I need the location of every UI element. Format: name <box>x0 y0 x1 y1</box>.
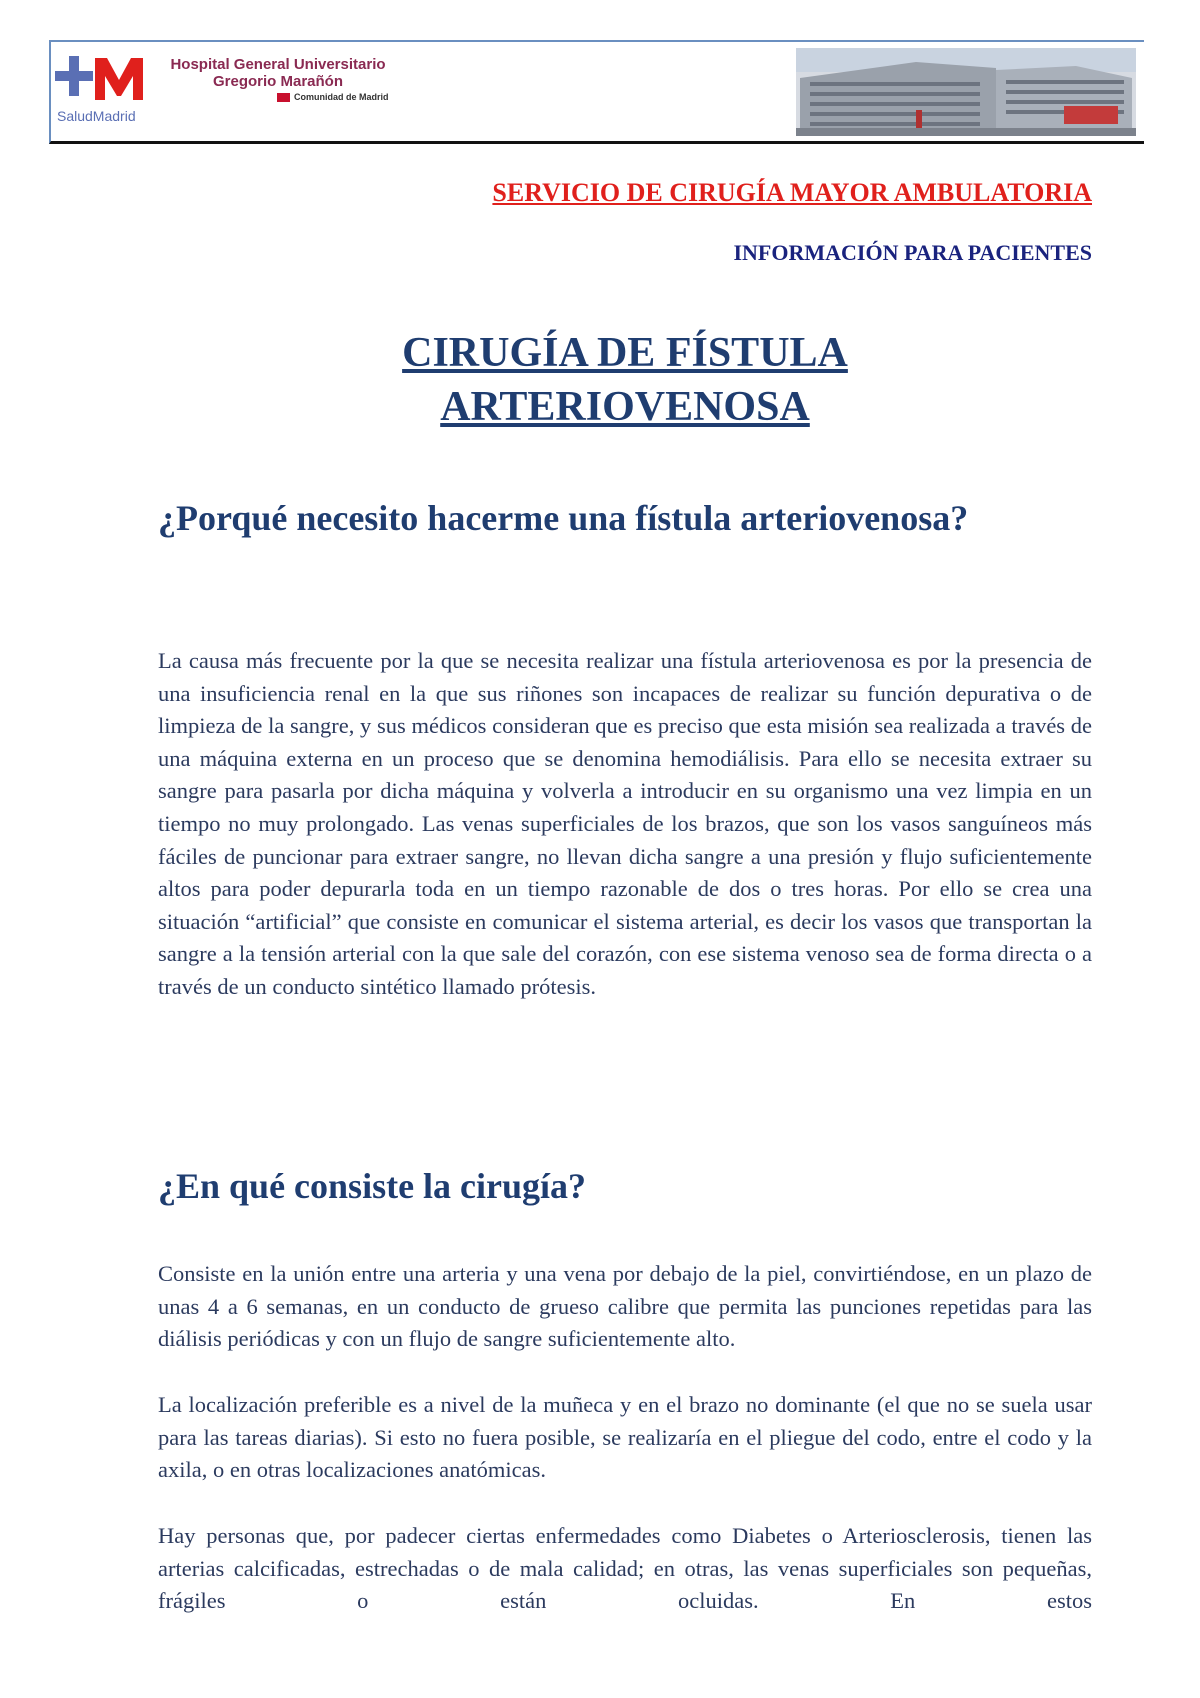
document-title-line1: CIRUGÍA DE FÍSTULA <box>402 330 848 376</box>
service-title: SERVICIO DE CIRUGÍA MAYOR AMBULATORIA <box>492 178 1092 207</box>
hospital-building-photo <box>796 48 1136 136</box>
section-paragraph-surgery-1: Consiste en la unión entre una arteria y una vena por debajo de la piel, convirtiéndose, en un plazo de unas 4 a 6 semanas, en un conducto de grueso calibre que permita las punciones repetidas para las diálisis periódicas y con un flujo de sangre suficientemente alto. <box>158 1261 1092 1352</box>
document-header <box>49 40 1144 144</box>
hospital-name-line1: Hospital General Universitario <box>170 56 386 73</box>
hospital-name-line2: Gregorio Marañón <box>212 73 343 90</box>
document-title <box>158 326 1092 434</box>
section-paragraph-surgery-3: Hay personas que, por padecer ciertas enfermedades como Diabetes o Arteriosclerosis, tienen las arterias calcificadas, estrechadas o de mala calidad; en otras, las venas superficiales son pequeñas, frágiles o están ocluidas. En estos <box>158 1523 1092 1614</box>
section-paragraph-surgery-2: La localización preferible es a nivel de la muñeca y en el brazo no dominante (el que no se suela usar para las tareas diarias). Si esto no fuera posible, se realizaría en el pliegue del codo, entre el codo y la axila, o en otras localizaciones anatómicas. <box>158 1392 1092 1483</box>
salud-madrid-label: SaludMadrid <box>57 108 136 124</box>
salud-madrid-logo <box>55 52 147 110</box>
comunidad-flag-icon <box>277 93 290 102</box>
comunidad-de-madrid <box>277 92 389 102</box>
comunidad-label: Comunidad de Madrid <box>294 92 389 102</box>
patient-info-title: INFORMACIÓN PARA PACIENTES <box>733 240 1092 265</box>
section-paragraph-why: La causa más frecuente por la que se necesita realizar una fístula arteriovenosa es por la presencia de una insuficiencia renal en la que sus riñones son incapaces de realizar su función depurativa o de limpieza de la sangre, y sus médicos consideran que es preciso que esta misión sea realizada a través de una máquina externa en un proceso que se denomina hemodiálisis. Para ello se necesita extraer su sangre para pasarla por dicha máquina y volverla a introducir en su organismo una vez limpia en un tiempo no muy prolongado. Las venas superficiales de los brazos, que son los vasos sanguíneos más fáciles de puncionar para extraer sangre, no llevan dicha sangre a una presión y flujo suficientemente altos para poder depurarla toda en un tiempo razonable de dos o tres horas. Por ello se crea una situación “artificial” que consiste en comunicar el sistema arterial, es decir los vasos que transportan la sangre a la tensión arterial con la que sale del corazón, con ese sistema venoso sea de forma directa o a través de un conducto sintético llamado prótesis. <box>158 648 1092 999</box>
hospital-name <box>163 56 393 90</box>
document-title-line2: ARTERIOVENOSA <box>440 384 810 430</box>
section-heading-why: ¿Porqué necesito hacerme una fístula arteriovenosa? <box>158 498 969 538</box>
section-heading-surgery: ¿En qué consiste la cirugía? <box>158 1166 587 1206</box>
